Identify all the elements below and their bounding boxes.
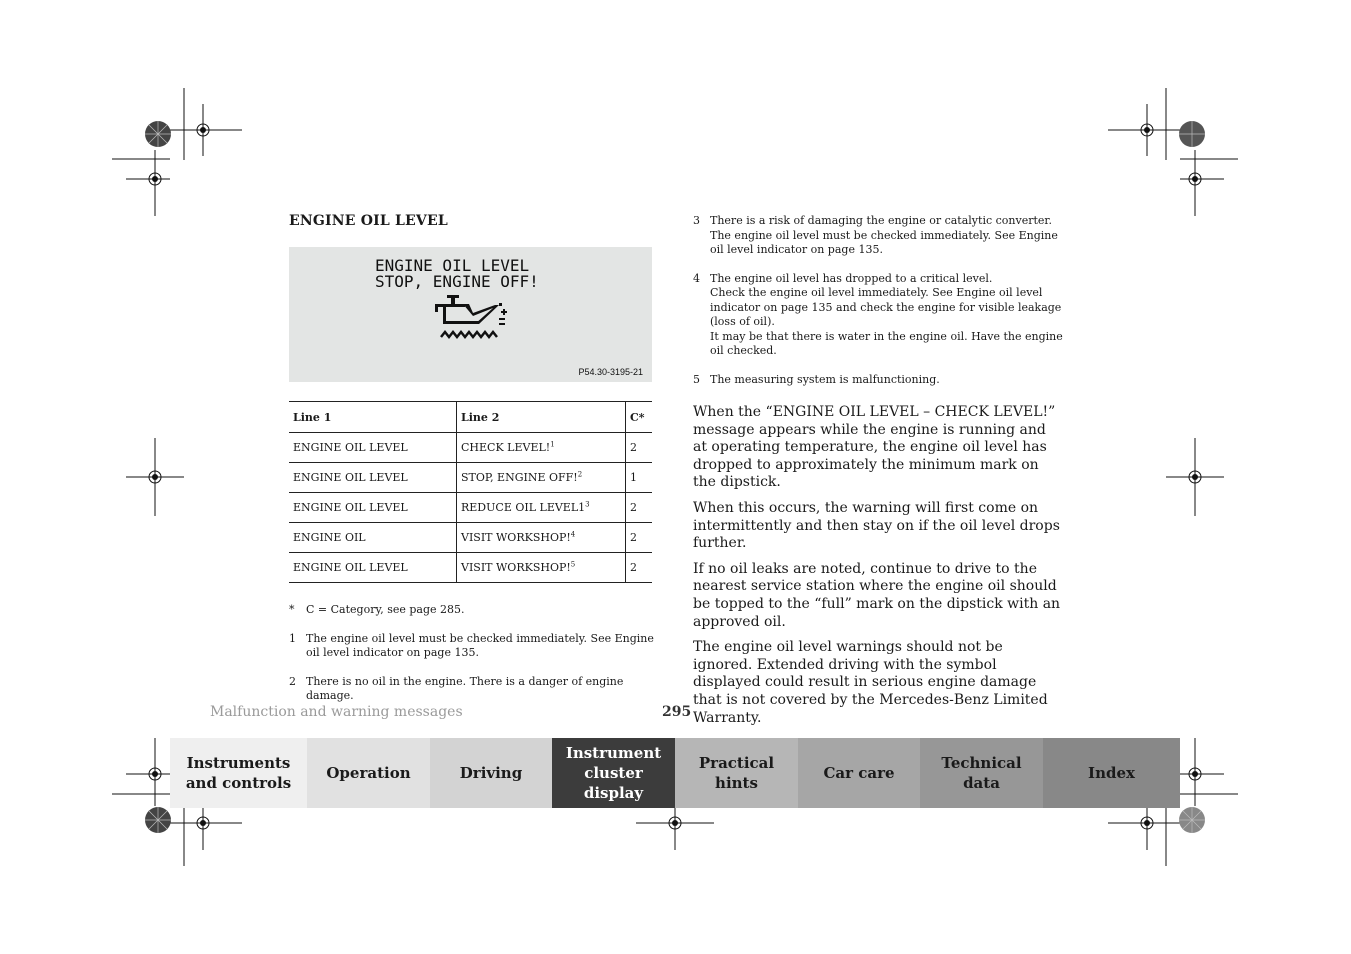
tab-label [556, 743, 671, 803]
display-line-1: ENGINE OIL LEVEL [375, 256, 530, 275]
footnotes-right [693, 214, 1063, 401]
category-cell: 2 [626, 433, 653, 463]
chapter-nav [170, 738, 1180, 808]
column-header: Line 2 [457, 402, 626, 433]
line2-text: STOP, ENGINE OFF! [461, 471, 578, 484]
footnote [289, 675, 655, 704]
paragraph: When the “ENGINE OIL LEVEL – CHECK LEVEL!” message appears while the engine is running and at operating temperature, the engine oil level has dropped to approximately the minimum mark on the dipstick. [693, 404, 1056, 491]
tab-label: Practical hints [698, 754, 775, 792]
tab-label-line: Instruments [186, 754, 291, 772]
tab-label-line: Instrument [565, 744, 662, 762]
footnote-marker: 3 [693, 214, 700, 227]
footnote-marker: 4 [693, 271, 700, 285]
tab-label-line: data [963, 774, 1000, 792]
footnotes-left [289, 603, 655, 718]
footnote-text: Check the engine oil level immediately. See Engine oil level indicator on page 135 and check the engine for visible leakage (loss of oil). [710, 286, 1062, 328]
message-table [289, 401, 652, 583]
footnote-ref: 1 [550, 440, 555, 449]
oil-can-icon [433, 293, 513, 345]
footnote-ref: 5 [570, 560, 576, 569]
footnote-text: There is a risk of damaging the engine or catalytic converter. The engine oil level must be checked immediately. See Engine oil level indicator on page 135. [710, 214, 1058, 256]
tab-label-line: cluster display [583, 764, 644, 802]
line2-text: VISIT WORKSHOP! [461, 531, 571, 544]
line2-cell [457, 493, 626, 523]
footnote [289, 632, 655, 661]
line1-cell: ENGINE OIL LEVEL [289, 493, 457, 523]
category-cell: 2 [626, 553, 653, 583]
footnote-text: C = Category, see page 285. [306, 603, 465, 616]
tab-practical-hints[interactable] [675, 738, 798, 808]
line2-text: REDUCE OIL LEVEL1 [461, 501, 586, 514]
footnote-text: The engine oil level has dropped to a critical level. [710, 271, 993, 285]
line2-cell [457, 433, 626, 463]
line1-cell: ENGINE OIL LEVEL [289, 433, 457, 463]
tab-driving[interactable] [430, 738, 552, 808]
footnote-ref: 4 [570, 530, 576, 539]
line2-cell [457, 463, 626, 493]
tab-label-line: and controls [185, 774, 292, 792]
line1-cell: ENGINE OIL LEVEL [289, 553, 457, 583]
tab-instrument-cluster-display[interactable] [552, 738, 675, 808]
line1-cell: ENGINE OIL [289, 523, 457, 553]
body-text [693, 404, 1063, 735]
footnote-text: There is no oil in the engine. There is a danger of engine damage. [306, 674, 624, 702]
tab-operation[interactable] [307, 738, 430, 808]
footnote-marker: 1 [289, 631, 296, 645]
tab-label [941, 753, 1021, 793]
footnote-text-block [710, 272, 1063, 359]
page-title: ENGINE OIL LEVEL [289, 213, 448, 229]
instrument-display-illustration [289, 247, 652, 382]
display-text [375, 258, 539, 290]
line2-cell [457, 553, 626, 583]
tab-label [186, 753, 291, 793]
page-number: 295 [662, 704, 692, 720]
footnote-marker: 5 [693, 372, 700, 386]
section-label: Malfunction and warning messages [210, 704, 463, 720]
category-cell: 1 [626, 463, 653, 493]
footnote [693, 214, 1063, 258]
table-header-row [289, 402, 652, 433]
tab-car-care[interactable] [798, 738, 920, 808]
line2-text: VISIT WORKSHOP! [461, 561, 571, 574]
footnote-text: It may be that there is water in the engine oil. Have the engine oil checked. [710, 329, 1063, 357]
tab-label: Car care [823, 764, 895, 782]
footnote-marker: * [289, 603, 295, 616]
table-row [289, 553, 652, 583]
table-row [289, 523, 652, 553]
footnote [289, 603, 655, 618]
figure-reference: P54.30-3195-21 [578, 367, 643, 377]
paragraph: The engine oil level warnings should not be ignored. Extended driving with the symbol displayed could result in serious engine damage that is not covered by the Mercedes-Benz Limited Warranty. [693, 639, 1048, 726]
footnote-ref: 2 [577, 470, 583, 479]
footnote-text: The engine oil level must be checked immediately. See Engine oil level indicator on page 135. [306, 631, 654, 659]
line2-text: CHECK LEVEL! [461, 441, 551, 454]
table-row [289, 433, 652, 463]
table-row [289, 493, 652, 523]
line2-cell [457, 523, 626, 553]
footnote [693, 373, 1063, 388]
footnote-ref: 3 [585, 500, 590, 509]
paragraph: When this occurs, the warning will first come on intermittently and then stay on if the oil level drops further. [693, 499, 1060, 552]
tab-label: Operation [326, 764, 411, 782]
line1-cell: ENGINE OIL LEVEL [289, 463, 457, 493]
category-cell: 2 [626, 493, 653, 523]
category-cell: 2 [626, 523, 653, 553]
display-line-2: STOP, ENGINE OFF! [375, 272, 539, 291]
paragraph: If no oil leaks are noted, continue to drive to the nearest service station where the engine oil should be topped to the “full” mark on the dipstick with an approved oil. [693, 560, 1061, 630]
column-header: Line 1 [289, 402, 457, 433]
tab-instruments-and-controls[interactable] [170, 738, 307, 808]
tab-index[interactable] [1043, 738, 1180, 808]
tab-label: Driving [459, 764, 523, 782]
tab-label-line: Technical [941, 754, 1022, 772]
column-header: C* [626, 402, 653, 433]
tab-label: Index [1088, 764, 1135, 782]
table-row [289, 463, 652, 493]
footnote [693, 272, 1063, 359]
tab-technical-data[interactable] [920, 738, 1043, 808]
footnote-marker: 2 [289, 674, 296, 688]
footnote-text: The measuring system is malfunctioning. [710, 372, 940, 386]
